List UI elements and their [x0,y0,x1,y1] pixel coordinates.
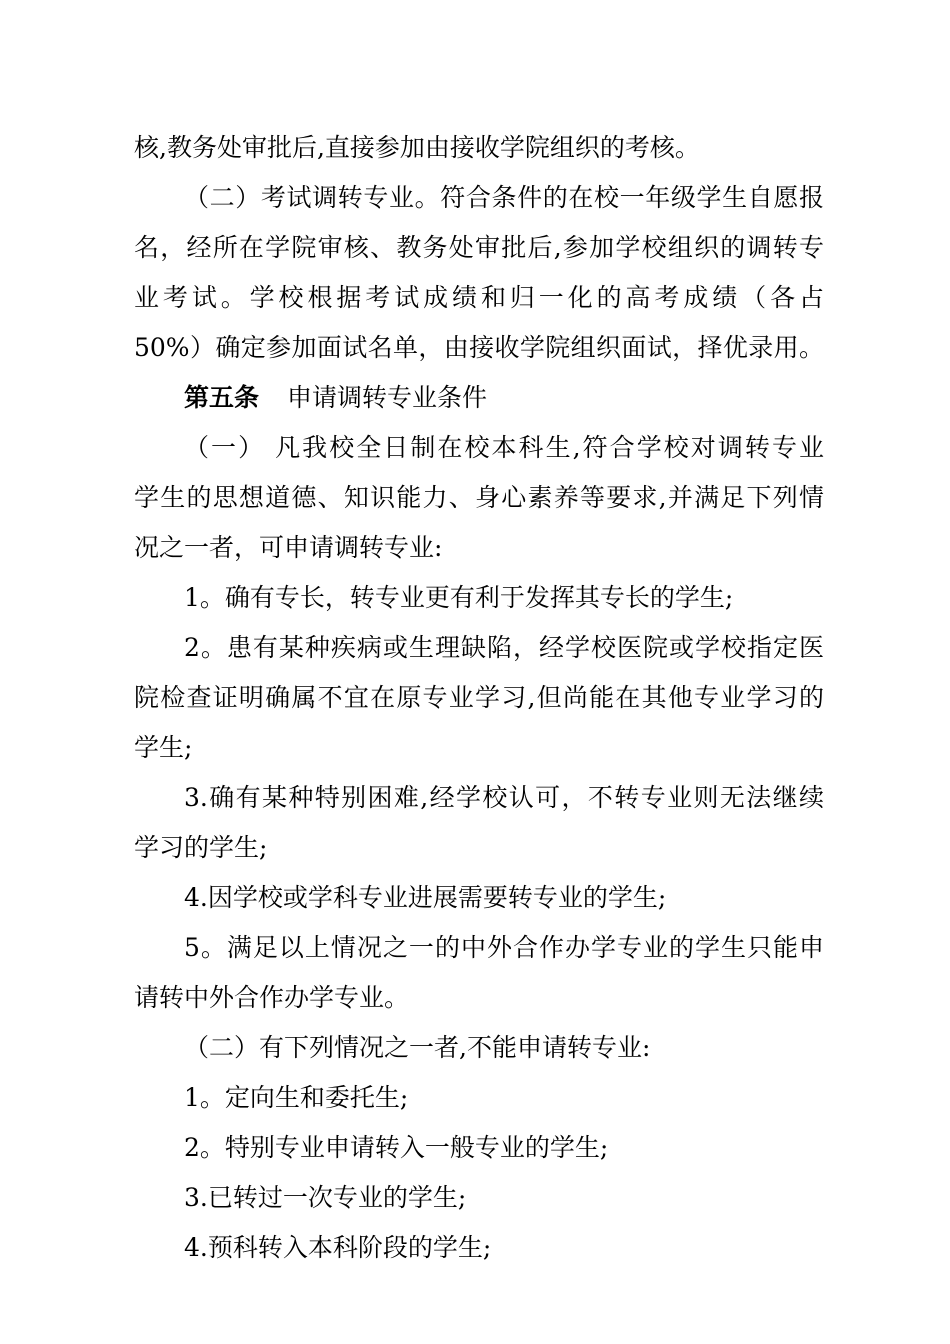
list-item: 3.确有某种特别困难,经学校认可，不转专业则无法继续 [184,783,824,812]
text-line: 名，经所在学院审核、教务处审批后,参加学校组织的调转专 [134,233,824,262]
list-item: 2。患有某种疾病或生理缺陷，经学校医院或学校指定医 [184,633,824,662]
list-item: 1。确有专长，转专业更有利于发挥其专长的学生; [184,583,734,612]
text-line: 50%）确定参加面试名单，由接收学院组织面试，择优录用。 [134,333,824,362]
article-label: 第五条 [184,383,260,412]
text-line: 学生的思想道德、知识能力、身心素养等要求,并满足下列情 [134,483,824,512]
text-line: 学生; [134,733,193,762]
text-line: 请转中外合作办学专业。 [134,983,410,1012]
text-line: 学习的学生; [134,833,268,862]
list-item: 5。满足以上情况之一的中外合作办学专业的学生只能申 [184,933,824,962]
text-line: 业考试。学校根据考试成绩和归一化的高考成绩（各占 [134,283,824,312]
list-item: 1。定向生和委托生; [184,1083,409,1112]
list-item: 2。特别专业申请转入一般专业的学生; [184,1133,609,1162]
list-item: 3.已转过一次专业的学生; [184,1183,467,1212]
subsection-heading: （二）有下列情况之一者,不能申请转专业: [184,1033,651,1062]
text-line: （一） 凡我校全日制在校本科生,符合学校对调转专业 [184,433,824,462]
list-item: 4.因学校或学科专业进展需要转专业的学生; [184,883,667,912]
list-item: 4.预科转入本科阶段的学生; [184,1233,492,1262]
article-title: 申请调转专业条件 [287,383,488,412]
article-heading [184,382,824,414]
text-line: 院检查证明确属不宜在原专业学习,但尚能在其他专业学习的 [134,683,824,712]
text-line: 核,教务处审批后,直接参加由接收学院组织的考核。 [134,133,700,162]
text-line: 况之一者，可申请调转专业: [134,533,443,562]
text-line: （二）考试调转专业。符合条件的在校一年级学生自愿报 [184,183,824,212]
